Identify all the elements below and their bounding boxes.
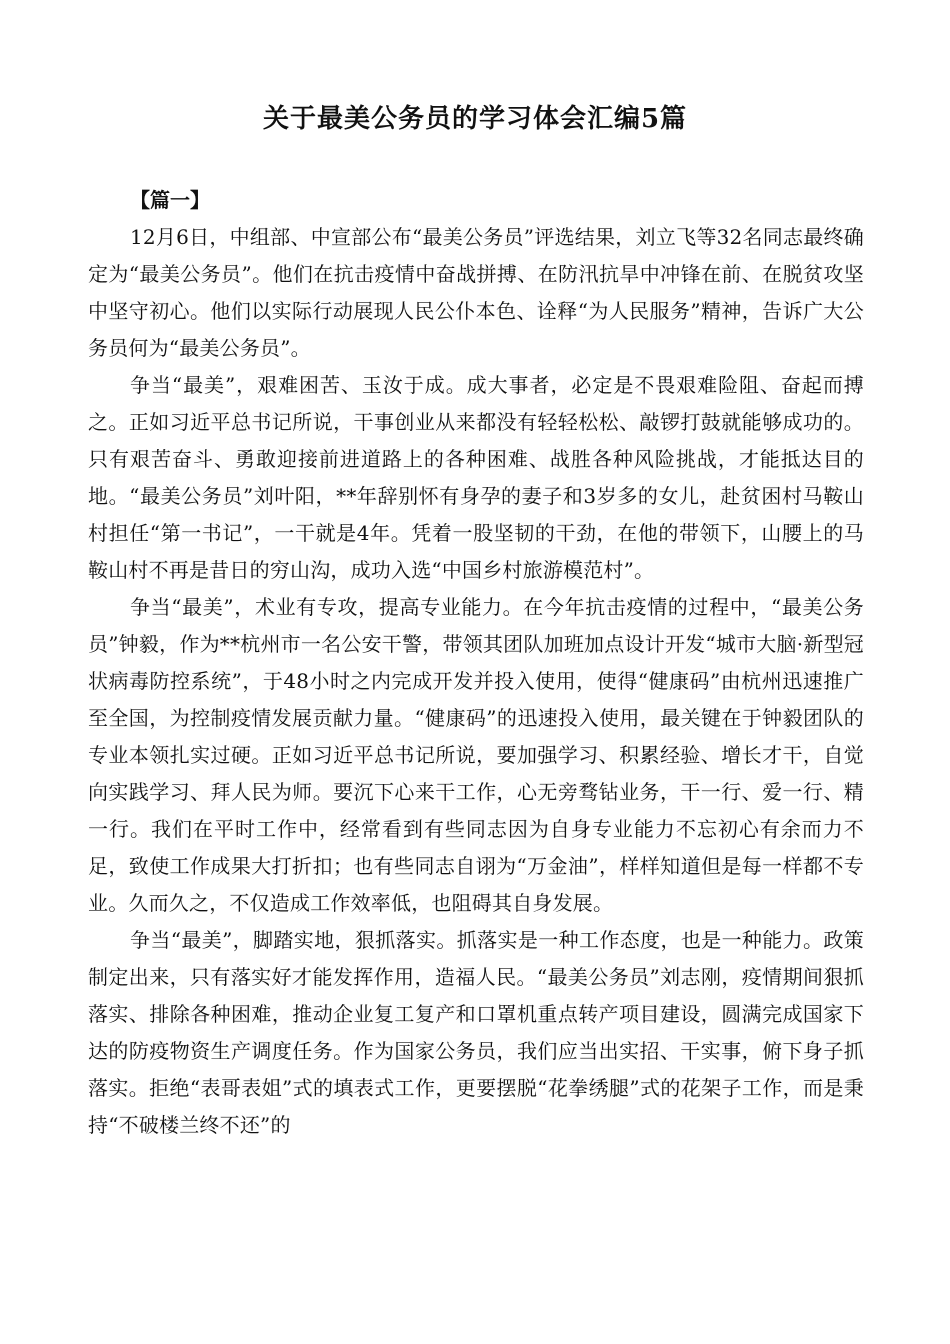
document-body [88,182,864,1144]
paragraph-1: 12月6日，中组部、中宣部公布“最美公务员”评选结果，刘立飞等32名同志最终确定为“最美公务员”。他们在抗击疫情中奋战拼搏、在防汛抗旱中冲锋在前、在脱贫攻坚中坚守初心。他们以实际行动展现人民公仆本色、诠释“为人民服务”精神，告诉广大公务员何为“最美公务员”。 [88,225,864,360]
paragraph-4: 争当“最美”，脚踏实地，狠抓落实。抓落实是一种工作态度，也是一种能力。政策制定出来，只有落实好才能发挥作用，造福人民。“最美公务员”刘志刚，疫情期间狠抓落实、排除各种困难，推动企业复工复产和口罩机重点转产项目建设，圆满完成国家下达的防疫物资生产调度任务。作为国家公务员，我们应当出实招、干实事，俯下身子抓落实。拒绝“表哥表姐”式的填表式工作，更要摆脱“花拳绣腿”式的花架子工作，而是秉持“不破楼兰终不还”的 [88,928,864,1137]
document-title: 关于最美公务员的学习体会汇编5篇 [262,104,688,134]
paragraph-3: 争当“最美”，术业有专攻，提高专业能力。在今年抗击疫情的过程中，“最美公务员”钟毅，作为**杭州市一名公安干警，带领其团队加班加点设计开发“城市大脑·新型冠状病毒防控系统”，于48小时之内完成开发并投入使用，使得“健康码”由杭州迅速推广至全国，为控制疫情发展贡献力量。“健康码”的迅速投入使用，最关键在于钟毅团队的专业本领扎实过硬。正如习近平总书记所说，要加强学习、积累经验、增长才干，自觉向实践学习、拜人民为师。要沉下心来干工作，心无旁骛钻业务，干一行、爱一行、精一行。我们在平时工作中，经常看到有些同志因为自身专业能力不忘初心有余而力不足，致使工作成果大打折扣；也有些同志自诩为“万金油”，样样知道但是每一样都不专业。久而久之，不仅造成工作效率低，也阻碍其自身发展。 [88,595,864,915]
section-label: 【篇一】 [130,188,210,212]
paragraph-2: 争当“最美”，艰难困苦、玉汝于成。成大事者，必定是不畏艰难险阻、奋起而搏之。正如习近平总书记所说，干事创业从来都没有轻轻松松、敲锣打鼓就能够成功的。只有艰苦奋斗、勇敢迎接前进道路上的各种困难、战胜各种风险挑战，才能抵达目的地。“最美公务员”刘叶阳，**年辞别怀有身孕的妻子和3岁多的女儿，赴贫困村马鞍山村担任“第一书记”，一干就是4年。凭着一股坚韧的干劲，在他的带领下，山腰上的马鞍山村不再是昔日的穷山沟，成功入选“中国乡村旅游模范村”。 [88,373,864,582]
